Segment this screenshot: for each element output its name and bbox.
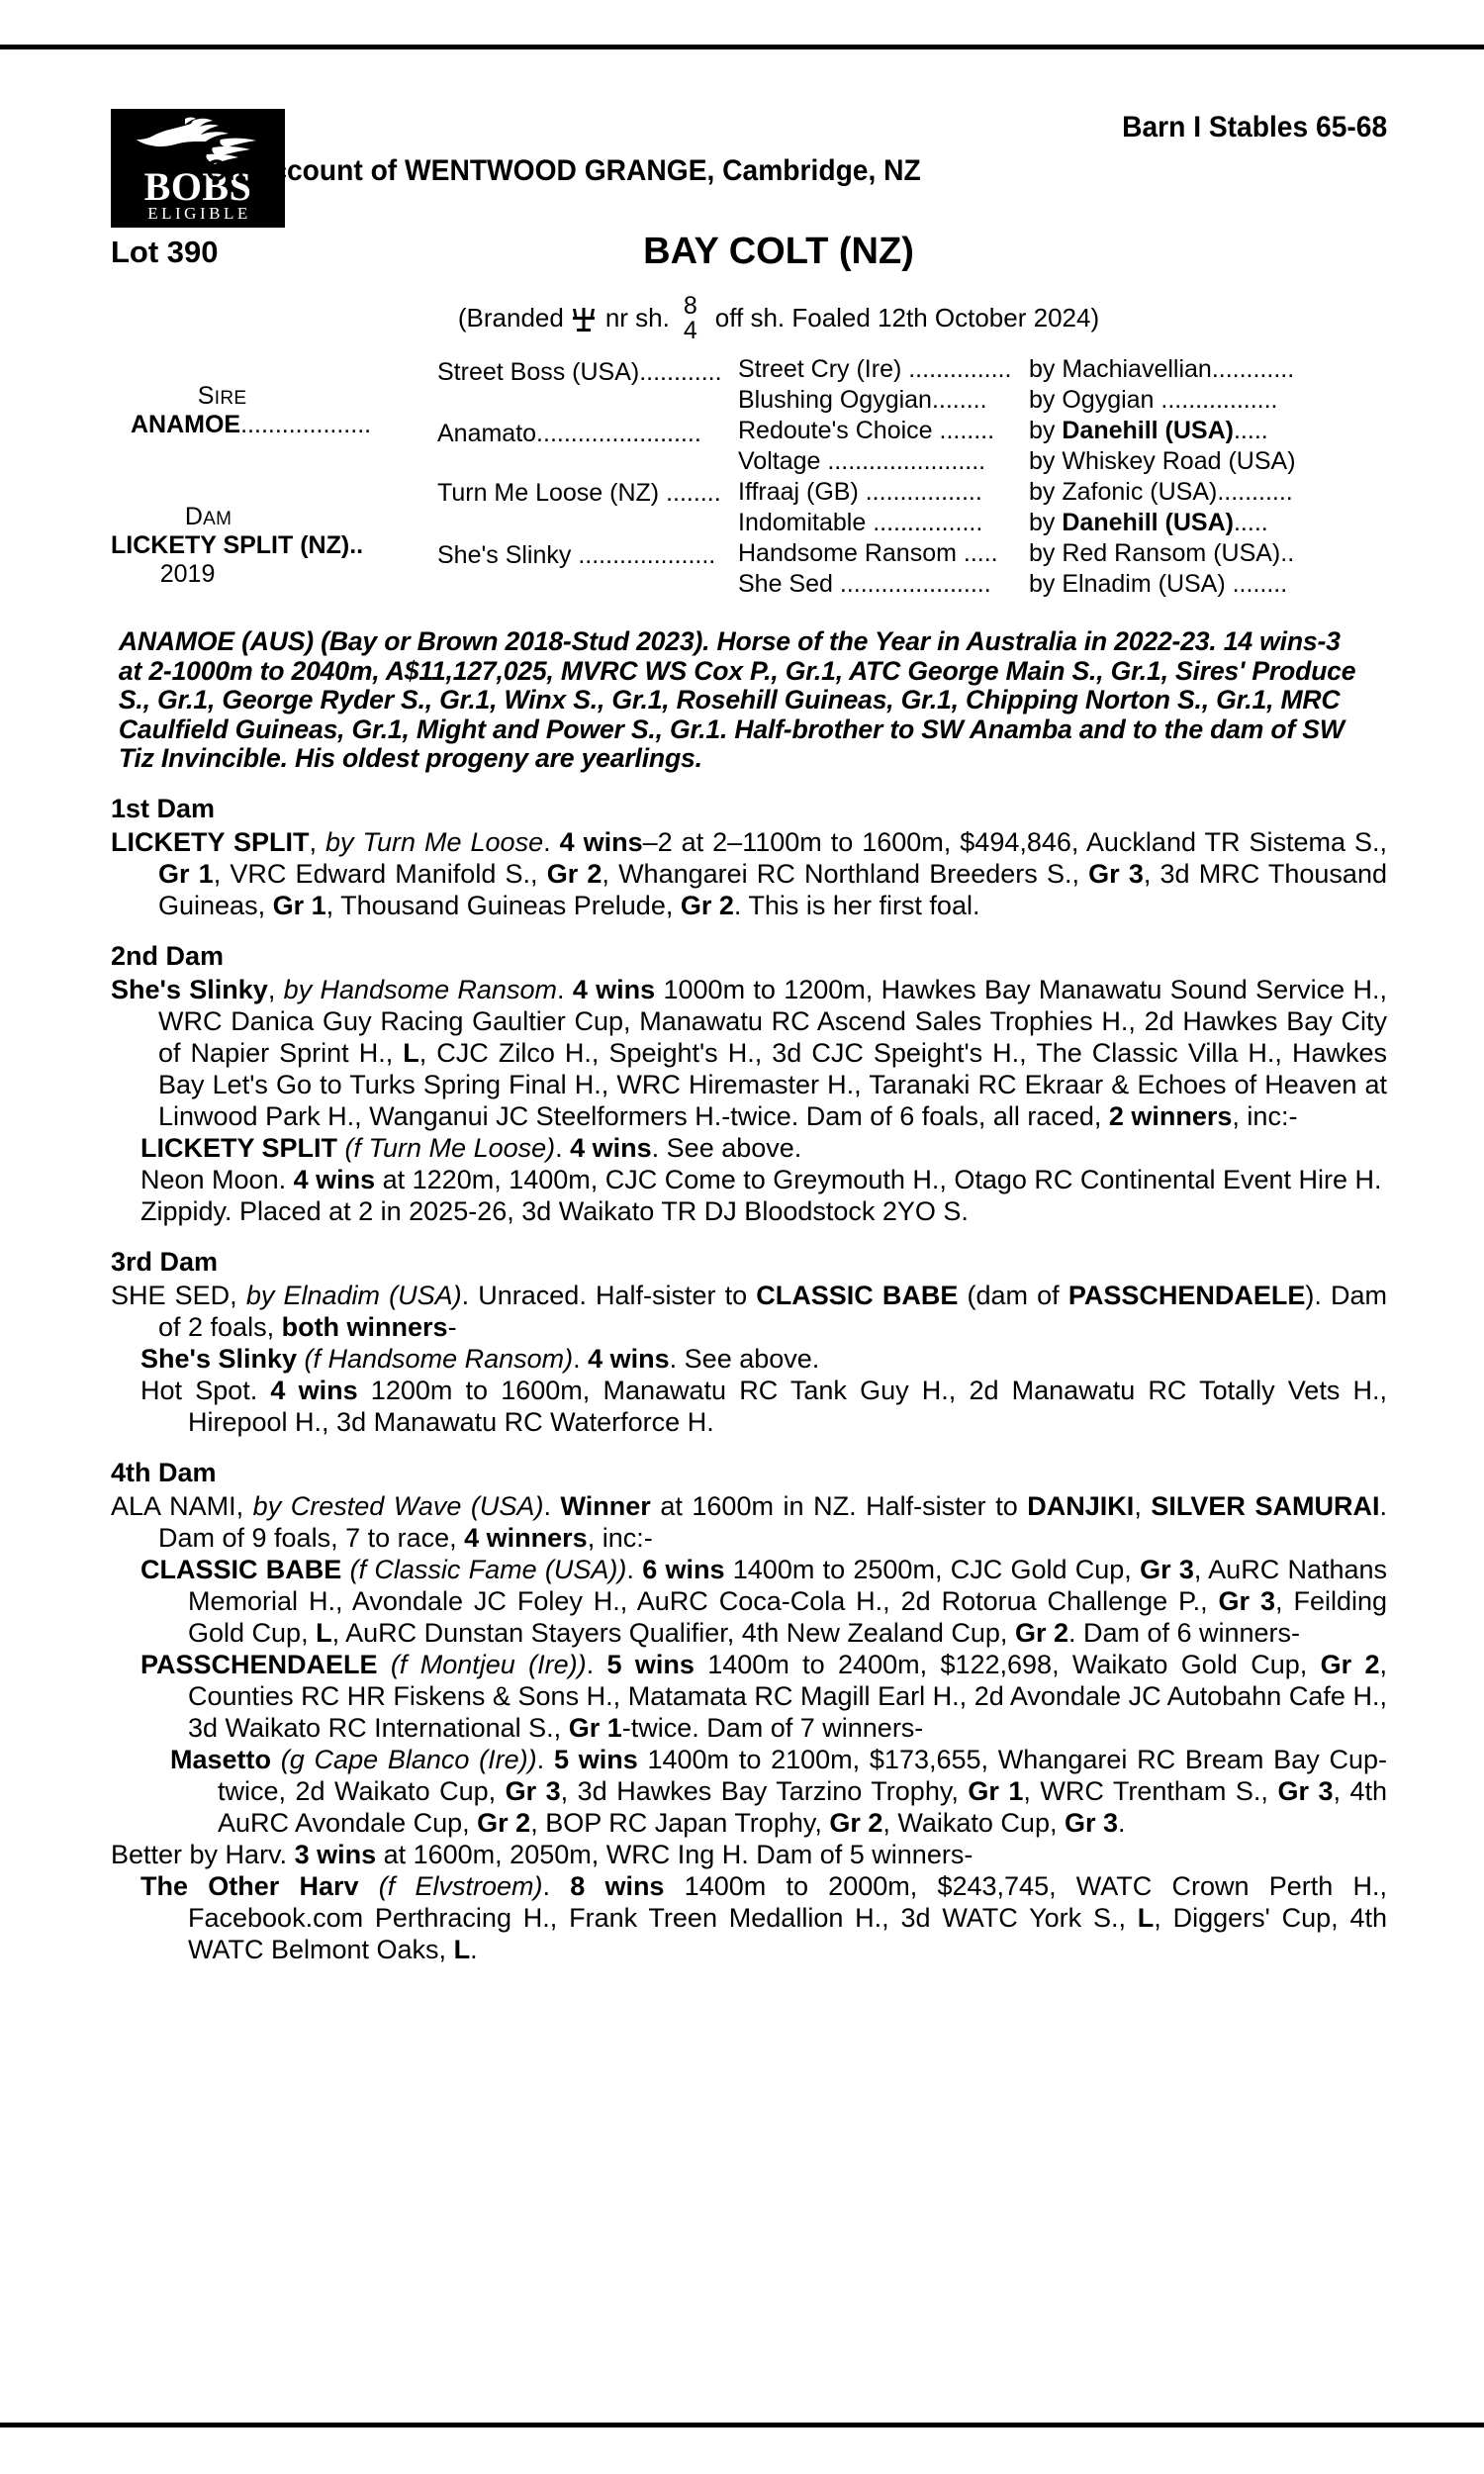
pedigree-entry: ALA NAMI, by Crested Wave (USA). Winner at 1600m in NZ. Half-sister to DANJIKI, SILVER SAMURAI. Dam of 9 foals, 7 to race, 4 winners, inc:- [111, 1490, 1387, 1553]
pedigree-entry: CLASSIC BABE (f Classic Fame (USA)). 6 wins 1400m to 2500m, CJC Gold Cup, Gr 3, AuRC Nathans Memorial H., Avondale JC Foley H., AuRC Coca-Cola H., 2d Rotorua Challenge P., Gr 3, Feilding Gold Cup, L, AuRC Dunstan Stayers Qualifier, 4th New Zealand Cup, Gr 2. Dam of 6 winners- [140, 1554, 1388, 1648]
page-top-rule [0, 45, 1484, 49]
pedigree-gen2-item: Anamato........................ [437, 420, 701, 447]
pedigree-gen4-item: by Ogygian ................. [1029, 386, 1278, 414]
pedigree-gen4-item: by Danehill (USA)..... [1029, 509, 1268, 536]
pedigree-entry: LICKETY SPLIT (f Turn Me Loose). 4 wins. See above. [140, 1132, 802, 1163]
page-header [111, 63, 1387, 232]
pedigree-gen3-item: Street Cry (Ire) ............... [738, 355, 1012, 383]
pedigree-entry: The Other Harv (f Elvstroem). 8 wins 1400m to 2000m, $243,745, WATC Crown Perth H., Facebook.com Perthracing H., Frank Treen Medallion H., 3d WATC York S., L, Diggers' Cup, 4th WATC Belmont Oaks, L. [140, 1870, 1387, 1964]
pedigree-gen3-item: Handsome Ransom ..... [738, 539, 998, 567]
page-title: BAY COLT (NZ) [643, 231, 914, 272]
lot-title-row [111, 231, 1387, 284]
pedigree-gen3-item: Voltage ....................... [738, 447, 986, 475]
brand-number-bottom: 4 [683, 317, 697, 344]
dam-section [111, 1247, 1387, 1438]
dam-label: DAM [184, 503, 232, 530]
pedigree-entry: Neon Moon. 4 wins at 1220m, 1400m, CJC Come to Greymouth H., Otago RC Continental Event Hire H. [140, 1164, 1382, 1194]
pedigree-gen4-item: by Machiavellian............ [1029, 355, 1295, 383]
pedigree-entry: PASSCHENDAELE (f Montjeu (Ire)). 5 wins 1400m to 2400m, $122,698, Waikato Gold Cup, Gr 2, Counties RC HR Fiskens & Sons H., Matamata RC Magill Earl H., 2d Avondale JC Autobahn Cafe H., 3d Waikato RC International S., Gr 1-twice. Dam of 7 winners- [140, 1649, 1387, 1743]
pedigree-entry: LICKETY SPLIT, by Turn Me Loose. 4 wins–2 at 2–1100m to 1600m, $494,846, Auckland TR Sistema S., Gr 1, VRC Edward Manifold S., Gr 2, Whangarei RC Northland Breeders S., Gr 3, 3d MRC Thousand Guineas, Gr 1, Thousand Guineas Prelude, Gr 2. This is her first foal. [111, 826, 1387, 920]
pedigree-entry: Hot Spot. 4 wins 1200m to 1600m, Manawatu RC Tank Guy H., 2d Manawatu RC Totally Vets H., Hirepool H., 3d Manawatu RC Waterforce H. [140, 1375, 1387, 1437]
pedigree-gen4-item: by Zafonic (USA)........... [1029, 478, 1293, 506]
account-vendor-label: On Account of WENTWOOD GRANGE, Cambridge, NZ [206, 154, 921, 187]
barn-stables-label: Barn I Stables 65-68 [1121, 111, 1387, 143]
brand-mid-text: nr sh. [604, 302, 670, 333]
page-bottom-rule [0, 2423, 1484, 2427]
pedigree-gen3-item: Blushing Ogygian........ [738, 386, 987, 414]
pedigree-entry: Masetto (g Cape Blanco (Ire)). 5 wins 1400m to 2100m, $173,655, Whangarei RC Bream Bay Cup-twice, 2d Waikato Cup, Gr 3, 3d Hawkes Bay Tarzino Trophy, Gr 1, WRC Trentham S., Gr 3, 4th AuRC Avondale Cup, Gr 2, BOP RC Japan Trophy, Gr 2, Waikato Cup, Gr 3. [170, 1744, 1388, 1838]
pedigree-gen2-item: Turn Me Loose (NZ) ........ [437, 479, 721, 507]
pedigree-entry: SHE SED, by Elnadim (USA). Unraced. Half-sister to CLASSIC BABE (dam of PASSCHENDAELE). Dam of 2 foals, both winners- [111, 1280, 1387, 1342]
pedigree-gen4-item: by Red Ransom (USA).. [1029, 539, 1295, 567]
dam-section-heading: 2nd Dam [111, 940, 225, 971]
dam-section [111, 1458, 1387, 1965]
brand-number-top: 8 [683, 292, 697, 320]
pedigree-entry: She's Slinky (f Handsome Ransom). 4 wins. See above. [140, 1343, 820, 1374]
pedigree-entry: She's Slinky, by Handsome Ransom. 4 wins 1000m to 1200m, Hawkes Bay Manawatu Sound Service H., WRC Danica Guy Racing Gaultier Cup, Manawatu RC Ascend Sales Trophies H., 2d Hawkes Bay City of Napier Sprint H., L, CJC Zilco H., Speight's H., 3d CJC Speight's H., The Classic Villa H., Hawkes Bay Let's Go to Turks Spring Final H., WRC Hiremaster H., Taranaki RC Ekraar & Echoes of Heaven at Linwood Park H., Wanganui JC Steelformers H.-twice. Dam of 6 foals, all raced, 2 winners, inc:- [111, 974, 1387, 1131]
logo-brand-text: BOBS [143, 163, 252, 209]
branding-line [111, 293, 1387, 342]
logo-eligible-text: ELIGIBLE [147, 204, 251, 224]
branding-iron-icon [569, 306, 599, 333]
pedigree-entry: Better by Harv. 3 wins at 1600m, 2050m, WRC Ing H. Dam of 5 winners- [111, 1839, 974, 1869]
sire-label: SIRE [197, 382, 247, 410]
sire-name: ANAMOE................... [131, 411, 372, 438]
pedigree-entry: Zippidy. Placed at 2 in 2025-26, 3d Waikato TR DJ Bloodstock 2YO S. [140, 1195, 969, 1226]
pedigree-gen3-item: Iffraaj (GB) ................. [738, 478, 982, 506]
brand-suffix-text: off sh. Foaled 12th October 2024) [714, 302, 1100, 333]
pedigree-column-gen3 [738, 354, 1035, 600]
dam-section [111, 941, 1387, 1227]
pedigree-gen2-item: Street Boss (USA)............ [437, 358, 722, 386]
pedigree-gen3-item: Indomitable ................ [738, 509, 983, 536]
pedigree-gen3-item: Redoute's Choice ........ [738, 417, 995, 444]
dam-sections [111, 794, 1387, 1965]
sire-description: ANAMOE (AUS) (Bay or Brown 2018-Stud 2023). Horse of the Year in Australia in 2022-23. 14 wins-3 at 2-1000m to 2040m, A$11,127,025, MVRC WS Cox P., Gr.1, ATC George Main S., Gr.1, Sires' Produce S., Gr.1, George Ryder S., Gr.1, Winx S., Gr.1, Rosehill Guineas, Gr.1, Chipping Norton S., Gr.1, MRC Caulfield Guineas, Gr.1, Might and Power S., Gr.1. Half-brother to SW Anamba and to the dam of SW Tiz Invincible. His oldest progeny are yearlings. [118, 626, 1356, 773]
brand-prefix-text: (Branded [457, 302, 564, 333]
pedigree-gen4-item: by Whiskey Road (USA) [1029, 447, 1296, 475]
dam-name: LICKETY SPLIT (NZ).. [111, 531, 364, 559]
lot-number: Lot 390 [111, 235, 219, 269]
dam-section-heading: 3rd Dam [111, 1246, 219, 1277]
pedigree-gen4-item: by Danehill (USA)..... [1029, 417, 1268, 444]
pedigree-table [111, 355, 1387, 614]
dam-year: 2019 [159, 560, 216, 588]
dam-section [111, 794, 1387, 921]
dam-section-heading: 4th Dam [111, 1457, 217, 1487]
pedigree-gen3-item: She Sed ...................... [738, 570, 991, 598]
pedigree-gen4-item: by Elnadim (USA) ........ [1029, 570, 1288, 598]
sire-group [131, 382, 371, 439]
page-content [111, 63, 1387, 1965]
dam-group [111, 503, 363, 589]
dam-section-heading: 1st Dam [111, 793, 216, 823]
brand-number-fraction [684, 294, 697, 343]
pedigree-column-gen4 [1029, 354, 1395, 600]
pedigree-gen2-item: She's Slinky .................... [437, 541, 716, 569]
